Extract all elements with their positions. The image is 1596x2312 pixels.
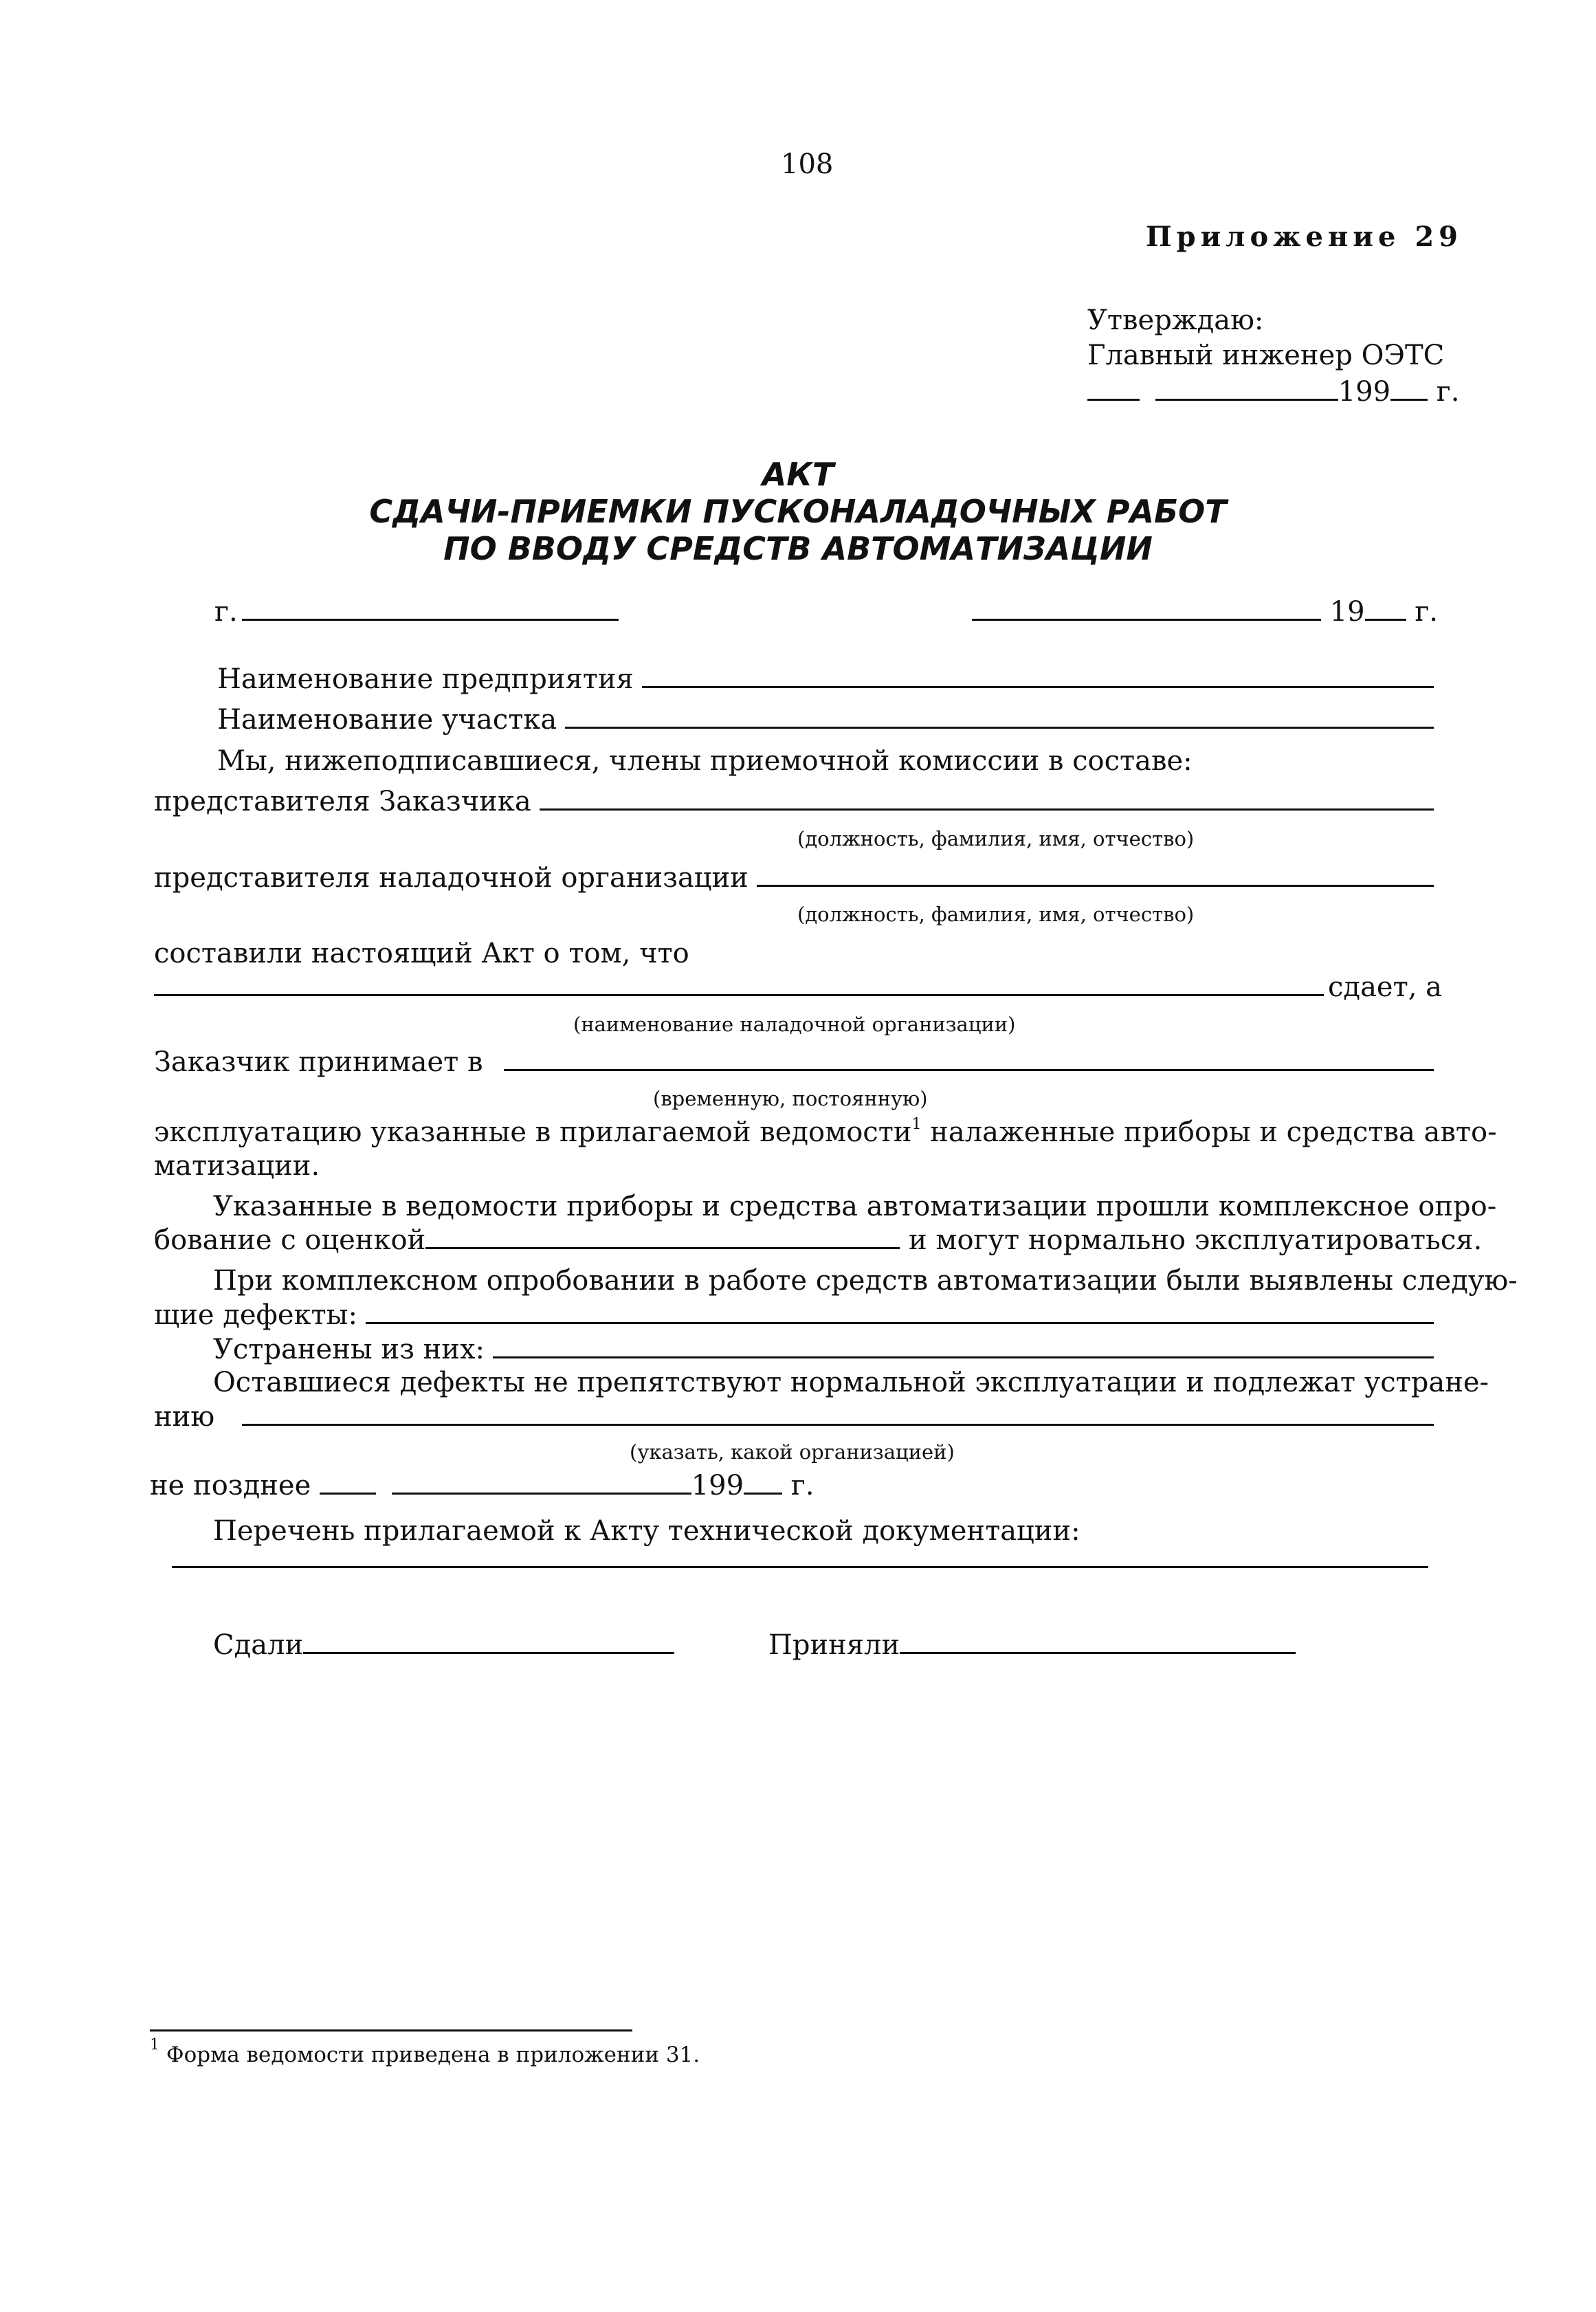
handed-signature-blank[interactable] [303, 1652, 674, 1654]
remaining-blank[interactable] [242, 1424, 1434, 1426]
remaining-row [154, 1401, 1434, 1433]
deadline-day-blank[interactable] [320, 1493, 376, 1495]
approval-day-blank[interactable] [1087, 399, 1140, 401]
customer-rep-label: представителя Заказчика [154, 786, 531, 817]
deadline-year-suffix: г. [790, 1470, 814, 1501]
handover-suffix: сдает, а [1328, 971, 1442, 1003]
adjust-rep-blank[interactable] [757, 885, 1434, 887]
deadline-prefix: не позднее [150, 1470, 311, 1501]
remaining-text-1: Оставшиеся дефекты не препятствуют нормальной эксплуатации и подлежат устране- [213, 1367, 1489, 1398]
deadline-year-blank[interactable] [744, 1493, 782, 1495]
footnote-marker: 1 [150, 2036, 159, 2054]
footnote [150, 2036, 700, 2068]
date-blank[interactable] [972, 619, 1321, 621]
approval-year-blank[interactable] [1390, 399, 1428, 401]
place-blank[interactable] [242, 619, 619, 621]
handed-line [213, 1629, 674, 1661]
tested-text-2-prefix: бование с оценкой [154, 1224, 426, 1256]
caption-full-name-2: (должность, фамилия, имя, отчество) [797, 903, 1195, 926]
approval-year-suffix: г. [1436, 376, 1460, 408]
tested-text-1: Указанные в ведомости приборы и средства автоматизации прошли комплексное опро- [213, 1191, 1497, 1222]
title-line-2: СДАЧИ-ПРИЕМКИ ПУСКОНАЛАДОЧНЫХ РАБОТ [369, 493, 1227, 530]
fixed-row [213, 1334, 1434, 1365]
adjust-rep-label: представителя наладочной организации [154, 862, 749, 894]
defects-text-1: При комплексном опробовании в работе средств автоматизации были выявлены следую- [213, 1265, 1518, 1297]
accepted-label: Приняли [768, 1629, 900, 1661]
section-label: Наименование участка [217, 704, 557, 736]
date-line [972, 596, 1438, 628]
customer-accepts-row [154, 1046, 1434, 1078]
commission-text: Мы, нижеподписавшиеся, члены приемочной комиссии в составе: [217, 745, 1193, 777]
customer-accepts-label: Заказчик принимает в [154, 1046, 483, 1078]
customer-rep-row [154, 786, 1434, 817]
page-number: 108 [781, 148, 834, 180]
section-blank[interactable] [565, 727, 1434, 729]
footnote-ref[interactable]: 1 [911, 1116, 922, 1133]
rating-blank[interactable] [425, 1247, 900, 1249]
defects-row [154, 1299, 1434, 1331]
attachments-blank[interactable] [172, 1566, 1428, 1568]
approval-date-line [1087, 376, 1459, 408]
appendix-label: Приложение 29 [1145, 221, 1463, 253]
tested-text-2-suffix: и могут нормально эксплуатироваться. [908, 1224, 1483, 1256]
deadline-year-prefix: 199 [691, 1470, 744, 1501]
remaining-text-2: нию [154, 1401, 215, 1433]
deadline-line [150, 1470, 814, 1501]
compiled-text: составили настоящий Акт о том, что [154, 938, 689, 969]
section-row [217, 704, 1434, 736]
deadline-month-blank[interactable] [392, 1493, 691, 1495]
customer-rep-blank[interactable] [540, 808, 1434, 811]
operation-text-2: налаженные приборы и средства авто- [921, 1116, 1497, 1148]
tested-text-line-2 [154, 1224, 1482, 1256]
handed-label: Сдали [213, 1629, 304, 1661]
fixed-label: Устранены из них: [213, 1334, 485, 1365]
handover-org-blank[interactable] [154, 994, 1324, 996]
caption-by-org: (указать, какой организацией) [630, 1440, 955, 1464]
accepted-line [768, 1629, 1296, 1661]
date-year-prefix: 19 [1329, 596, 1365, 628]
place-prefix: г. [214, 596, 238, 628]
operation-text-1: эксплуатацию указанные в прилагаемой ведомости [154, 1116, 912, 1148]
title-line-3: ПО ВВОДУ СРЕДСТВ АВТОМАТИЗАЦИИ [443, 530, 1153, 567]
defects-blank[interactable] [366, 1322, 1434, 1324]
operation-text-3: матизации. [154, 1150, 320, 1182]
caption-org-name: (наименование наладочной организации) [573, 1013, 1016, 1036]
attachments-text: Перечень прилагаемой к Акту технической документации: [213, 1515, 1080, 1547]
caption-operation-type: (временную, постоянную) [653, 1087, 928, 1110]
approval-year-prefix: 199 [1338, 376, 1391, 408]
caption-full-name: (должность, фамилия, имя, отчество) [797, 827, 1195, 850]
adjust-rep-row [154, 862, 1434, 894]
approval-position: Главный инженер ОЭТС [1087, 340, 1445, 371]
operation-text-line-1 [154, 1116, 1497, 1148]
defects-text-2: щие дефекты: [154, 1299, 357, 1331]
footnote-divider [150, 2029, 632, 2032]
handover-row [154, 971, 1442, 1003]
approval-label: Утверждаю: [1087, 305, 1264, 336]
fixed-blank[interactable] [493, 1356, 1434, 1358]
operation-type-blank[interactable] [504, 1069, 1434, 1071]
enterprise-blank[interactable] [642, 686, 1434, 688]
enterprise-row [217, 663, 1434, 695]
date-year-blank[interactable] [1365, 619, 1406, 621]
enterprise-label: Наименование предприятия [217, 663, 634, 695]
footnote-text: Форма ведомости приведена в приложении 31. [166, 2043, 700, 2067]
title-line-1: АКТ [762, 456, 834, 493]
date-year-suffix: г. [1415, 596, 1439, 628]
accepted-signature-blank[interactable] [900, 1652, 1296, 1654]
place-line [214, 596, 619, 628]
approval-month-blank[interactable] [1155, 399, 1338, 401]
